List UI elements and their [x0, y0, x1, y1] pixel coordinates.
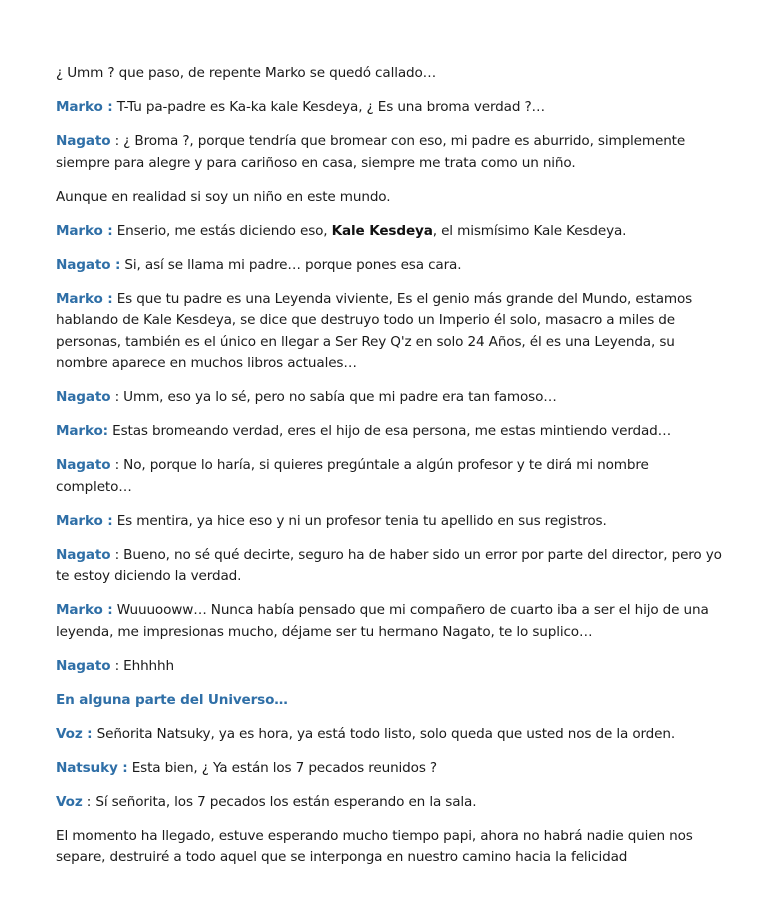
dialogue-line [56, 289, 726, 375]
speaker-name: Marko: [56, 423, 108, 439]
dialogue-text: : Ehhhhh [110, 657, 174, 674]
dialogue-text: T-Tu pa-padre es Ka-ka kale Kesdeya, ¿ Es una broma verdad ?… [112, 99, 545, 115]
speaker-name: Nagato [56, 657, 111, 674]
dialogue-text: Señorita Natsuky, ya es hora, ya está todo listo, solo queda que usted nos de la orden. [92, 725, 676, 742]
dialogue-line [56, 758, 726, 780]
dialogue-text: Estas bromeando verdad, eres el hijo de esa persona, me estas mintiendo verdad… [107, 423, 672, 439]
dialogue-line [56, 724, 726, 746]
speaker-name: Voz : [56, 725, 93, 742]
narration-paragraph [56, 63, 726, 85]
dialogue-line [56, 255, 726, 277]
speaker-name: Marko : [56, 99, 113, 115]
dialogue-line [56, 221, 726, 243]
dialogue-text-continued: , el mismísimo Kale Kesdeya. [432, 222, 627, 239]
speaker-name: Marko : [56, 602, 113, 618]
dialogue-line [56, 97, 726, 119]
speaker-name: Marko : [56, 290, 113, 307]
dialogue-text: Es mentira, ya hice eso y ni un profesor tenia tu apellido en sus registros. [112, 512, 607, 529]
speaker-name: Natsuky : [56, 759, 128, 776]
dialogue-line [56, 387, 726, 409]
dialogue-text: : No, porque lo haría, si quieres pregúntale a algún profesor y te dirá mi nombre completo… [56, 457, 649, 495]
speaker-name: Nagato [56, 133, 111, 149]
document-page [56, 63, 726, 881]
dialogue-text: Enserio, me estás diciendo eso, [112, 222, 332, 239]
paragraph-text: ¿ Umm ? que paso, de repente Marko se quedó callado… [56, 65, 437, 81]
speaker-name: Marko : [56, 222, 113, 239]
speaker-name: Marko : [56, 512, 113, 529]
dialogue-text: : Umm, eso ya lo sé, pero no sabía que mi padre era tan famoso… [110, 389, 557, 405]
emphasized-name: Kale Kesdeya [331, 222, 433, 239]
speaker-name: Voz [56, 793, 83, 810]
speaker-name: Nagato [56, 389, 111, 405]
dialogue-text: Si, así se llama mi padre… porque pones esa cara. [120, 256, 462, 273]
dialogue-text: Es que tu padre es una Leyenda viviente, Es el genio más grande del Mundo, estamos hablando de Kale Kesdeya, se dice que destruyo todo un Imperio él solo, masacro a miles de personas, también es el único en llegar a Ser Rey Q'z en solo 24 Años, él es una Leyenda, su nombre aparece en muchos libros actuales… [56, 290, 693, 371]
speaker-name: Nagato : [56, 256, 121, 273]
dialogue-text: Esta bien, ¿ Ya están los 7 pecados reunidos ? [127, 759, 437, 776]
paragraph-text: Aunque en realidad si soy un niño en este mundo. [56, 188, 391, 205]
narration-paragraph [56, 187, 726, 209]
speaker-name: Nagato [56, 546, 111, 563]
scene-heading-text: En alguna parte del Universo… [56, 691, 288, 708]
dialogue-line [56, 656, 726, 678]
paragraph-text: El momento ha llegado, estuve esperando mucho tiempo papi, ahora no habrá nadie quien nos separe, destruiré a todo aquel que se interponga en nuestro camino hacia la felicidad [56, 827, 693, 865]
dialogue-text: : ¿ Broma ?, porque tendría que bromear con eso, mi padre es aburrido, simplemente siempre para alegre y para cariñoso en casa, siempre me trata como un niño. [56, 133, 686, 171]
dialogue-line [56, 600, 726, 643]
dialogue-line [56, 545, 726, 588]
speaker-name: Nagato [56, 457, 111, 473]
narration-paragraph [56, 826, 726, 869]
dialogue-text: : Bueno, no sé qué decirte, seguro ha de haber sido un error por parte del director, pero yo te estoy diciendo la verdad. [56, 546, 722, 584]
dialogue-line [56, 792, 726, 814]
dialogue-text: : Sí señorita, los 7 pecados los están esperando en la sala. [82, 793, 477, 810]
dialogue-line [56, 131, 726, 174]
dialogue-line [56, 511, 726, 533]
dialogue-text: Wuuuooww… Nunca había pensado que mi compañero de cuarto iba a ser el hijo de una leyenda, me impresionas mucho, déjame ser tu hermano Nagato, te lo suplico… [56, 602, 709, 640]
scene-heading [56, 690, 726, 712]
dialogue-line [56, 455, 726, 498]
dialogue-line [56, 421, 726, 443]
